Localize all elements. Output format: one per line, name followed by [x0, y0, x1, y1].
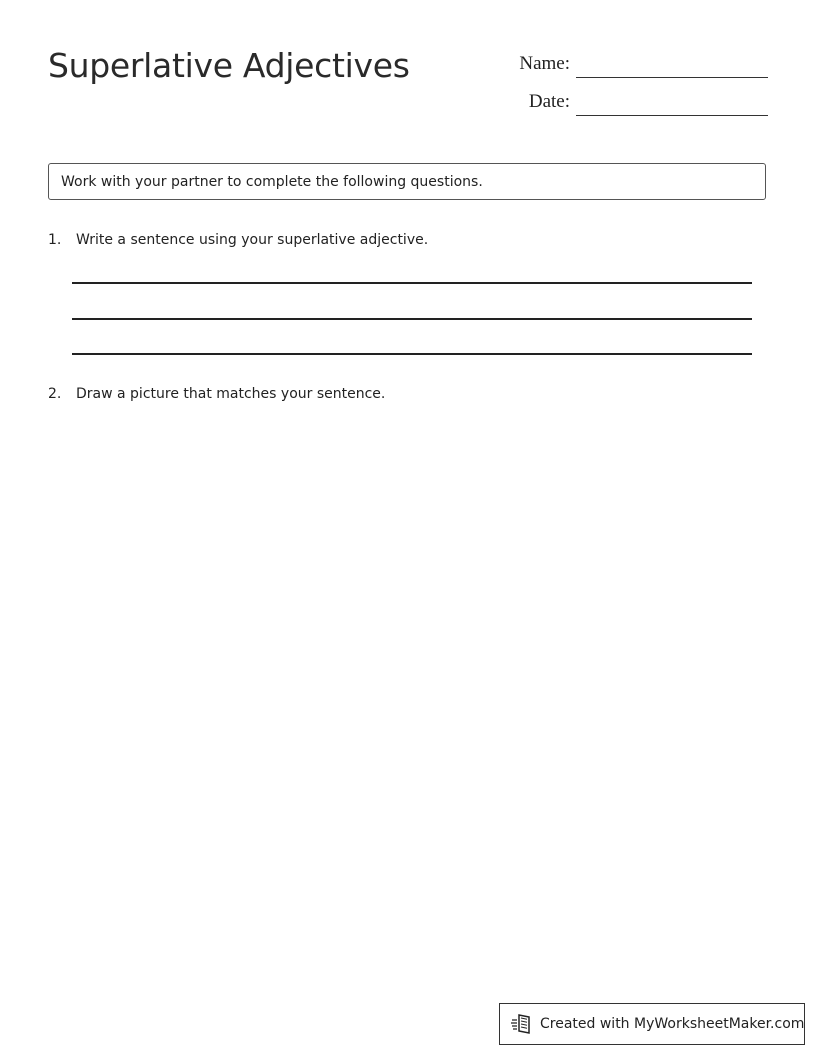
question-1	[48, 232, 428, 248]
answer-line-2[interactable]	[72, 318, 752, 320]
question-number: 2.	[48, 386, 62, 402]
answer-line-1[interactable]	[72, 282, 752, 284]
page-title: Superlative Adjectives	[48, 46, 410, 85]
question-2	[48, 386, 385, 402]
name-field-line[interactable]	[576, 77, 768, 78]
footer-text: Created with MyWorksheetMaker.com	[540, 1016, 805, 1032]
question-text: Write a sentence using your superlative adjective.	[76, 232, 429, 248]
worksheet-maker-logo-icon	[510, 1012, 534, 1036]
question-text: Draw a picture that matches your sentence.	[76, 386, 386, 402]
date-field-line[interactable]	[576, 115, 768, 116]
question-number: 1.	[48, 232, 62, 248]
footer-credit[interactable]	[499, 1003, 805, 1045]
answer-line-3[interactable]	[72, 353, 752, 355]
instructions-box: Work with your partner to complete the following questions.	[48, 163, 766, 200]
name-label: Name:	[519, 53, 570, 74]
date-label: Date:	[528, 91, 570, 112]
